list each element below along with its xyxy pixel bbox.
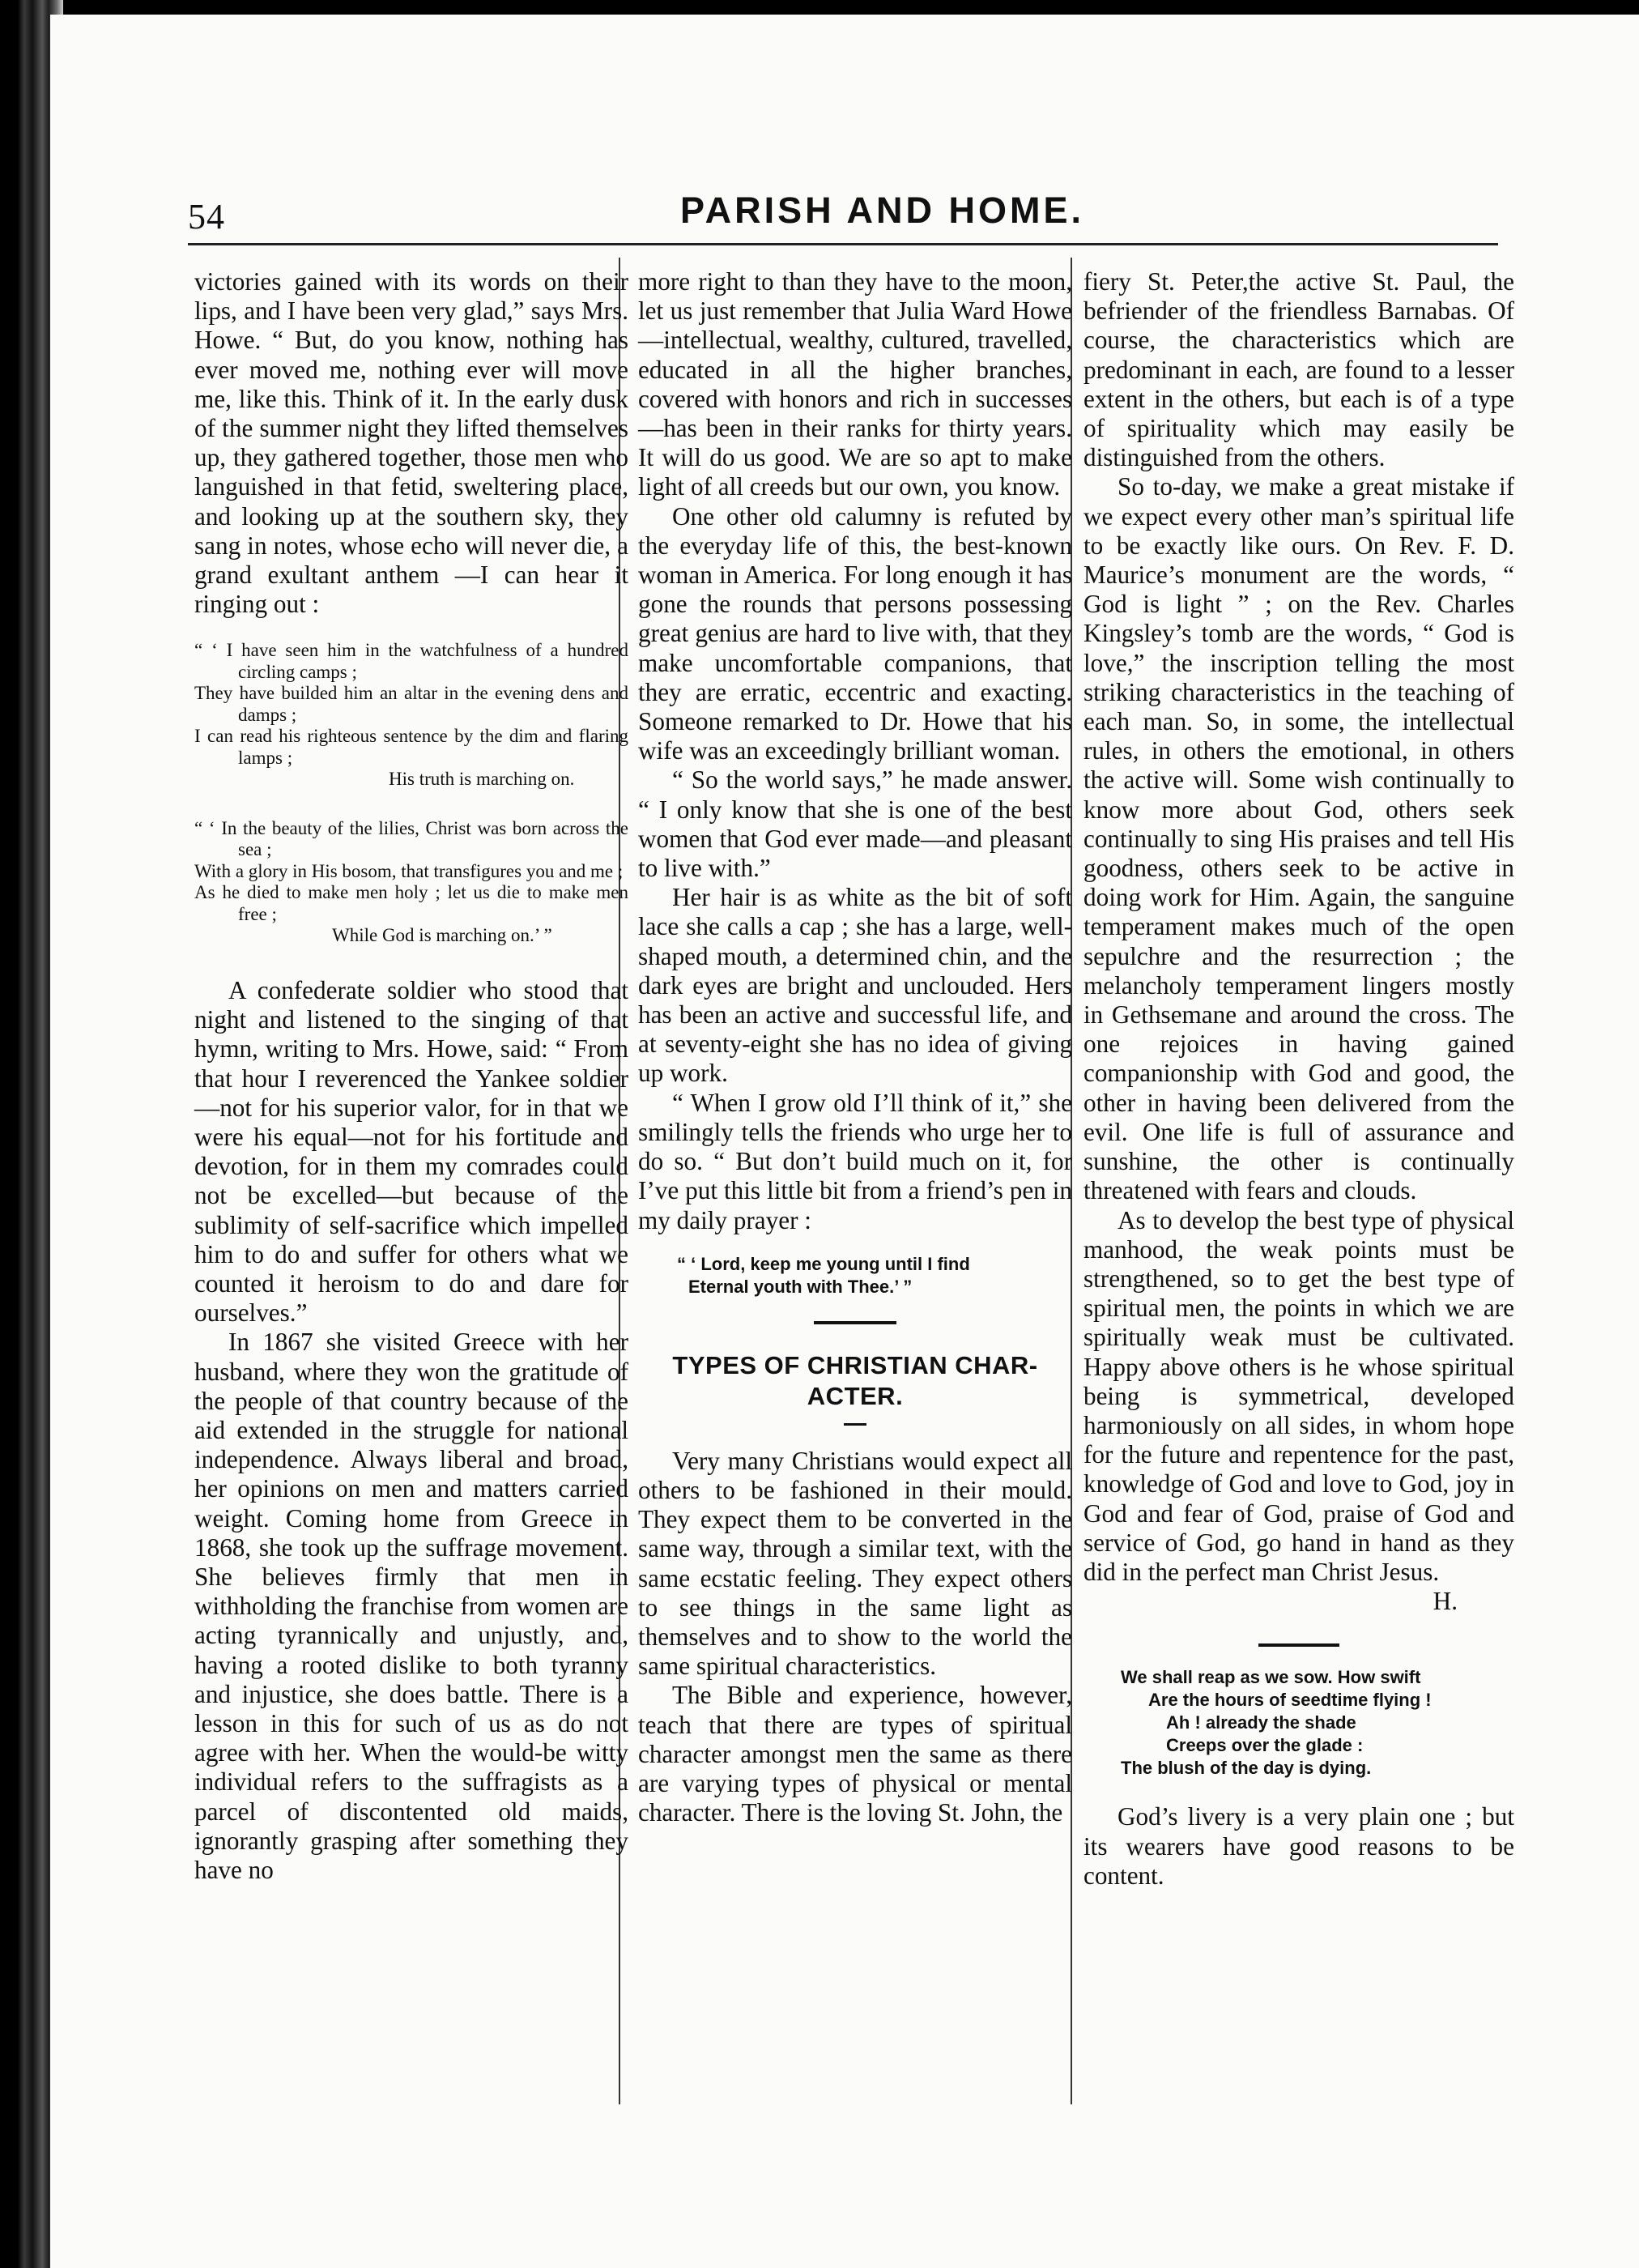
hymn-line: They have builded him an altar in the evening dens and damps ; bbox=[194, 683, 628, 725]
section-title-line: TYPES OF CHRISTIAN CHAR- bbox=[672, 1350, 1038, 1379]
paragraph: The Bible and experience, however, teach that there are types of spiritual character amongst men the same as there are varying types of physical or mental character. There is the loving St. John, the bbox=[638, 1681, 1072, 1827]
paragraph: Her hair is as white as the bit of soft lace she calls a cap ; she has a large, well-shaped mouth, a determined chin, and the dark eyes are bright and unclouded. Hers has been an active and successful life, and at seventy-eight she has no idea of giving up work. bbox=[638, 883, 1072, 1088]
hymn-stanza bbox=[194, 818, 628, 947]
paragraph: victories gained with its words on their lips, and I have been very glad,” says Mrs. Howe. “ But, do you know, nothing has ever moved me, nothing ever will move me, like this. Think of it. In the early dusk of the summer night they lifted themselves up, they gathered together, those men who languished in that fetid, sweltering place, and looking up at the southern sky, they sang in notes, whose echo will never die, a grand exultant anthem —I can hear it ringing out : bbox=[194, 267, 628, 619]
running-head-title: PARISH AND HOME. bbox=[680, 190, 1085, 231]
hymn-quotation bbox=[194, 640, 628, 947]
page-number: 54 bbox=[188, 197, 225, 237]
hymn-line: I can read his righteous sentence by the dim and flaring lamps ; bbox=[194, 726, 628, 768]
quote-line: Eternal youth with Thee.’ ” bbox=[688, 1276, 913, 1297]
paragraph: So to-day, we make a great mistake if we expect every other man’s spiritual life to be exactly like ours. On Rev. F. D. Maurice’s monument are the words, “ God is light ” ; on the Rev. Charles Kingsley’s tomb are the words, “ God is love,” the inscription telling the most striking characteristics in the teaching of each man. So, in some, the intellectual rules, in others the emotional, in others the active will. Some wish continually to know more about God, others seek continually to sing His praises and tell His goodness, others seek to be active in doing work for Him. Again, the sanguine temperament makes much of the open sepulchre and the resurrection ; the melancholy temperament lingers mostly in Gethsemane and around the cross. The one rejoices in having gained companionship with God and good, the other in having been delivered from the evil. One life is full of assurance and sunshine, the other is continually threatened with fears and clouds. bbox=[1083, 472, 1514, 1205]
hymn-line: “ ‘ I have seen him in the watchfulness of a hundred circling camps ; bbox=[194, 640, 628, 682]
column-1 bbox=[194, 267, 628, 1885]
section-separator bbox=[1258, 1643, 1339, 1647]
verse-line: Are the hours of seedtime flying ! bbox=[1148, 1690, 1432, 1711]
verse-line: The blush of the day is dying. bbox=[1121, 1758, 1372, 1779]
section-title-line: ACTER. bbox=[807, 1381, 904, 1410]
column-2 bbox=[638, 267, 1072, 1827]
paragraph: fiery St. Peter,the active St. Paul, the befriender of the friendless Barnabas. Of course, the characteristics which are predominant in each, are found to a lesser extent in the others, but each is of a type of spirituality which may easily be distinguished from the others. bbox=[1083, 267, 1514, 472]
header-rule bbox=[188, 243, 1498, 245]
hymn-stanza bbox=[194, 640, 628, 791]
hymn-line: As he died to make men holy ; let us die to make men free ; bbox=[194, 882, 628, 924]
hymn-refrain: His truth is marching on. bbox=[389, 769, 575, 790]
quote-line: “ ‘ Lord, keep me young until I find bbox=[677, 1253, 970, 1274]
paragraph: more right to than they have to the moon, let us just remember that Julia Ward Howe—intellectual, wealthy, cultured, travelled, educated in all the higher branches, covered with honors and rich in successes—has been in their ranks for thirty years. It will do us good. We are so apt to make light of all creeds but our own, you know. bbox=[638, 267, 1072, 501]
hymn-line: With a glory in His bosom, that transfigures you and me ; bbox=[194, 860, 624, 881]
paragraph: As to develop the best type of physical manhood, the weak points must be strengthened, so to get the best type of spiritual men, the points in which we are spiritually weak must be cultivated. Happy above others is he whose spiritual being is symmetrical, developed harmoniously on all sides, in whom hope for the future and repentence for the past, knowledge of God and love to God, joy in God and fear of God, praise of God and service of God, go hand in hand as they did in the perfect man Christ Jesus. bbox=[1083, 1205, 1514, 1586]
verse-line: Creeps over the glade : bbox=[1166, 1735, 1364, 1756]
author-signature: H. bbox=[1433, 1587, 1458, 1616]
column-3 bbox=[1083, 267, 1514, 1891]
paragraph: Very many Christians would expect all others to be fashioned in their mould. They expect them to be converted in the same way, through a similar text, with the same ecstatic feeling. They expect others to see things in the same light as themselves and to show to the world the same spiritual characteristics. bbox=[638, 1446, 1072, 1681]
paragraph: A confederate soldier who stood that night and listened to the singing of that hymn, writing to Mrs. Howe, said: “ From that hour I reverenced the Yankee soldier—not for his superior valor, for in that we were his equal—not for his fortitude and devotion, for in them my comrades could not be excelled—but because of the sublimity of self-sacrifice which impelled him to do and suffer for others what we counted it heroism to do and dare for ourselves.” bbox=[194, 975, 628, 1328]
paragraph: One other old calumny is refuted by the everyday life of this, the best-known woman in America. For long enough it has gone the rounds that persons possessing great genius are hard to live with, that they make uncomfortable companions, that they are erratic, eccentric and exacting. Someone remarked to Dr. Howe that his wife was an exceedingly brilliant woman. bbox=[638, 501, 1072, 765]
paragraph: In 1867 she visited Greece with her husband, where they won the gratitude of the people of that country because of the aid extended in the struggle for national independence. Always liberal and broad, her opinions on men and matters carried weight. Coming home from Greece in 1868, she took up the suffrage movement. She believes firmly that men in withholding the franchise from women are acting tyrannically and unjustly, and, having a rooted dislike to both tyranny and injustice, she does battle. There is a lesson in this for such of us as do not agree with her. When the would-be witty individual refers to the suffragists as a parcel of discontented old maids, ignorantly grasping after something they have no bbox=[194, 1328, 628, 1885]
verse-quotation bbox=[1121, 1666, 1514, 1780]
hymn-refrain: While God is marching on.’ ” bbox=[332, 925, 552, 946]
paragraph: “ So the world says,” he made answer. “ I only know that she is one of the best women that God ever made—and pleasant to live with.” bbox=[638, 765, 1072, 883]
title-dash bbox=[844, 1423, 866, 1426]
section-title bbox=[638, 1350, 1072, 1412]
verse-line: Ah ! already the shade bbox=[1166, 1712, 1356, 1733]
section-separator bbox=[814, 1321, 896, 1324]
paragraph: “ When I grow old I’ll think of it,” she smilingly tells the friends who urge her to do so. “ But don’t build much on it, for I’ve put this little bit from a friend’s pen in my daily prayer : bbox=[638, 1088, 1072, 1234]
prayer-quotation bbox=[677, 1253, 1072, 1298]
verse-line: We shall reap as we sow. How swift bbox=[1121, 1667, 1421, 1688]
paragraph: God’s livery is a very plain one ; but its wearers have good reasons to be content. bbox=[1083, 1802, 1514, 1890]
hymn-line: “ ‘ In the beauty of the lilies, Christ was born across the sea ; bbox=[194, 817, 628, 860]
